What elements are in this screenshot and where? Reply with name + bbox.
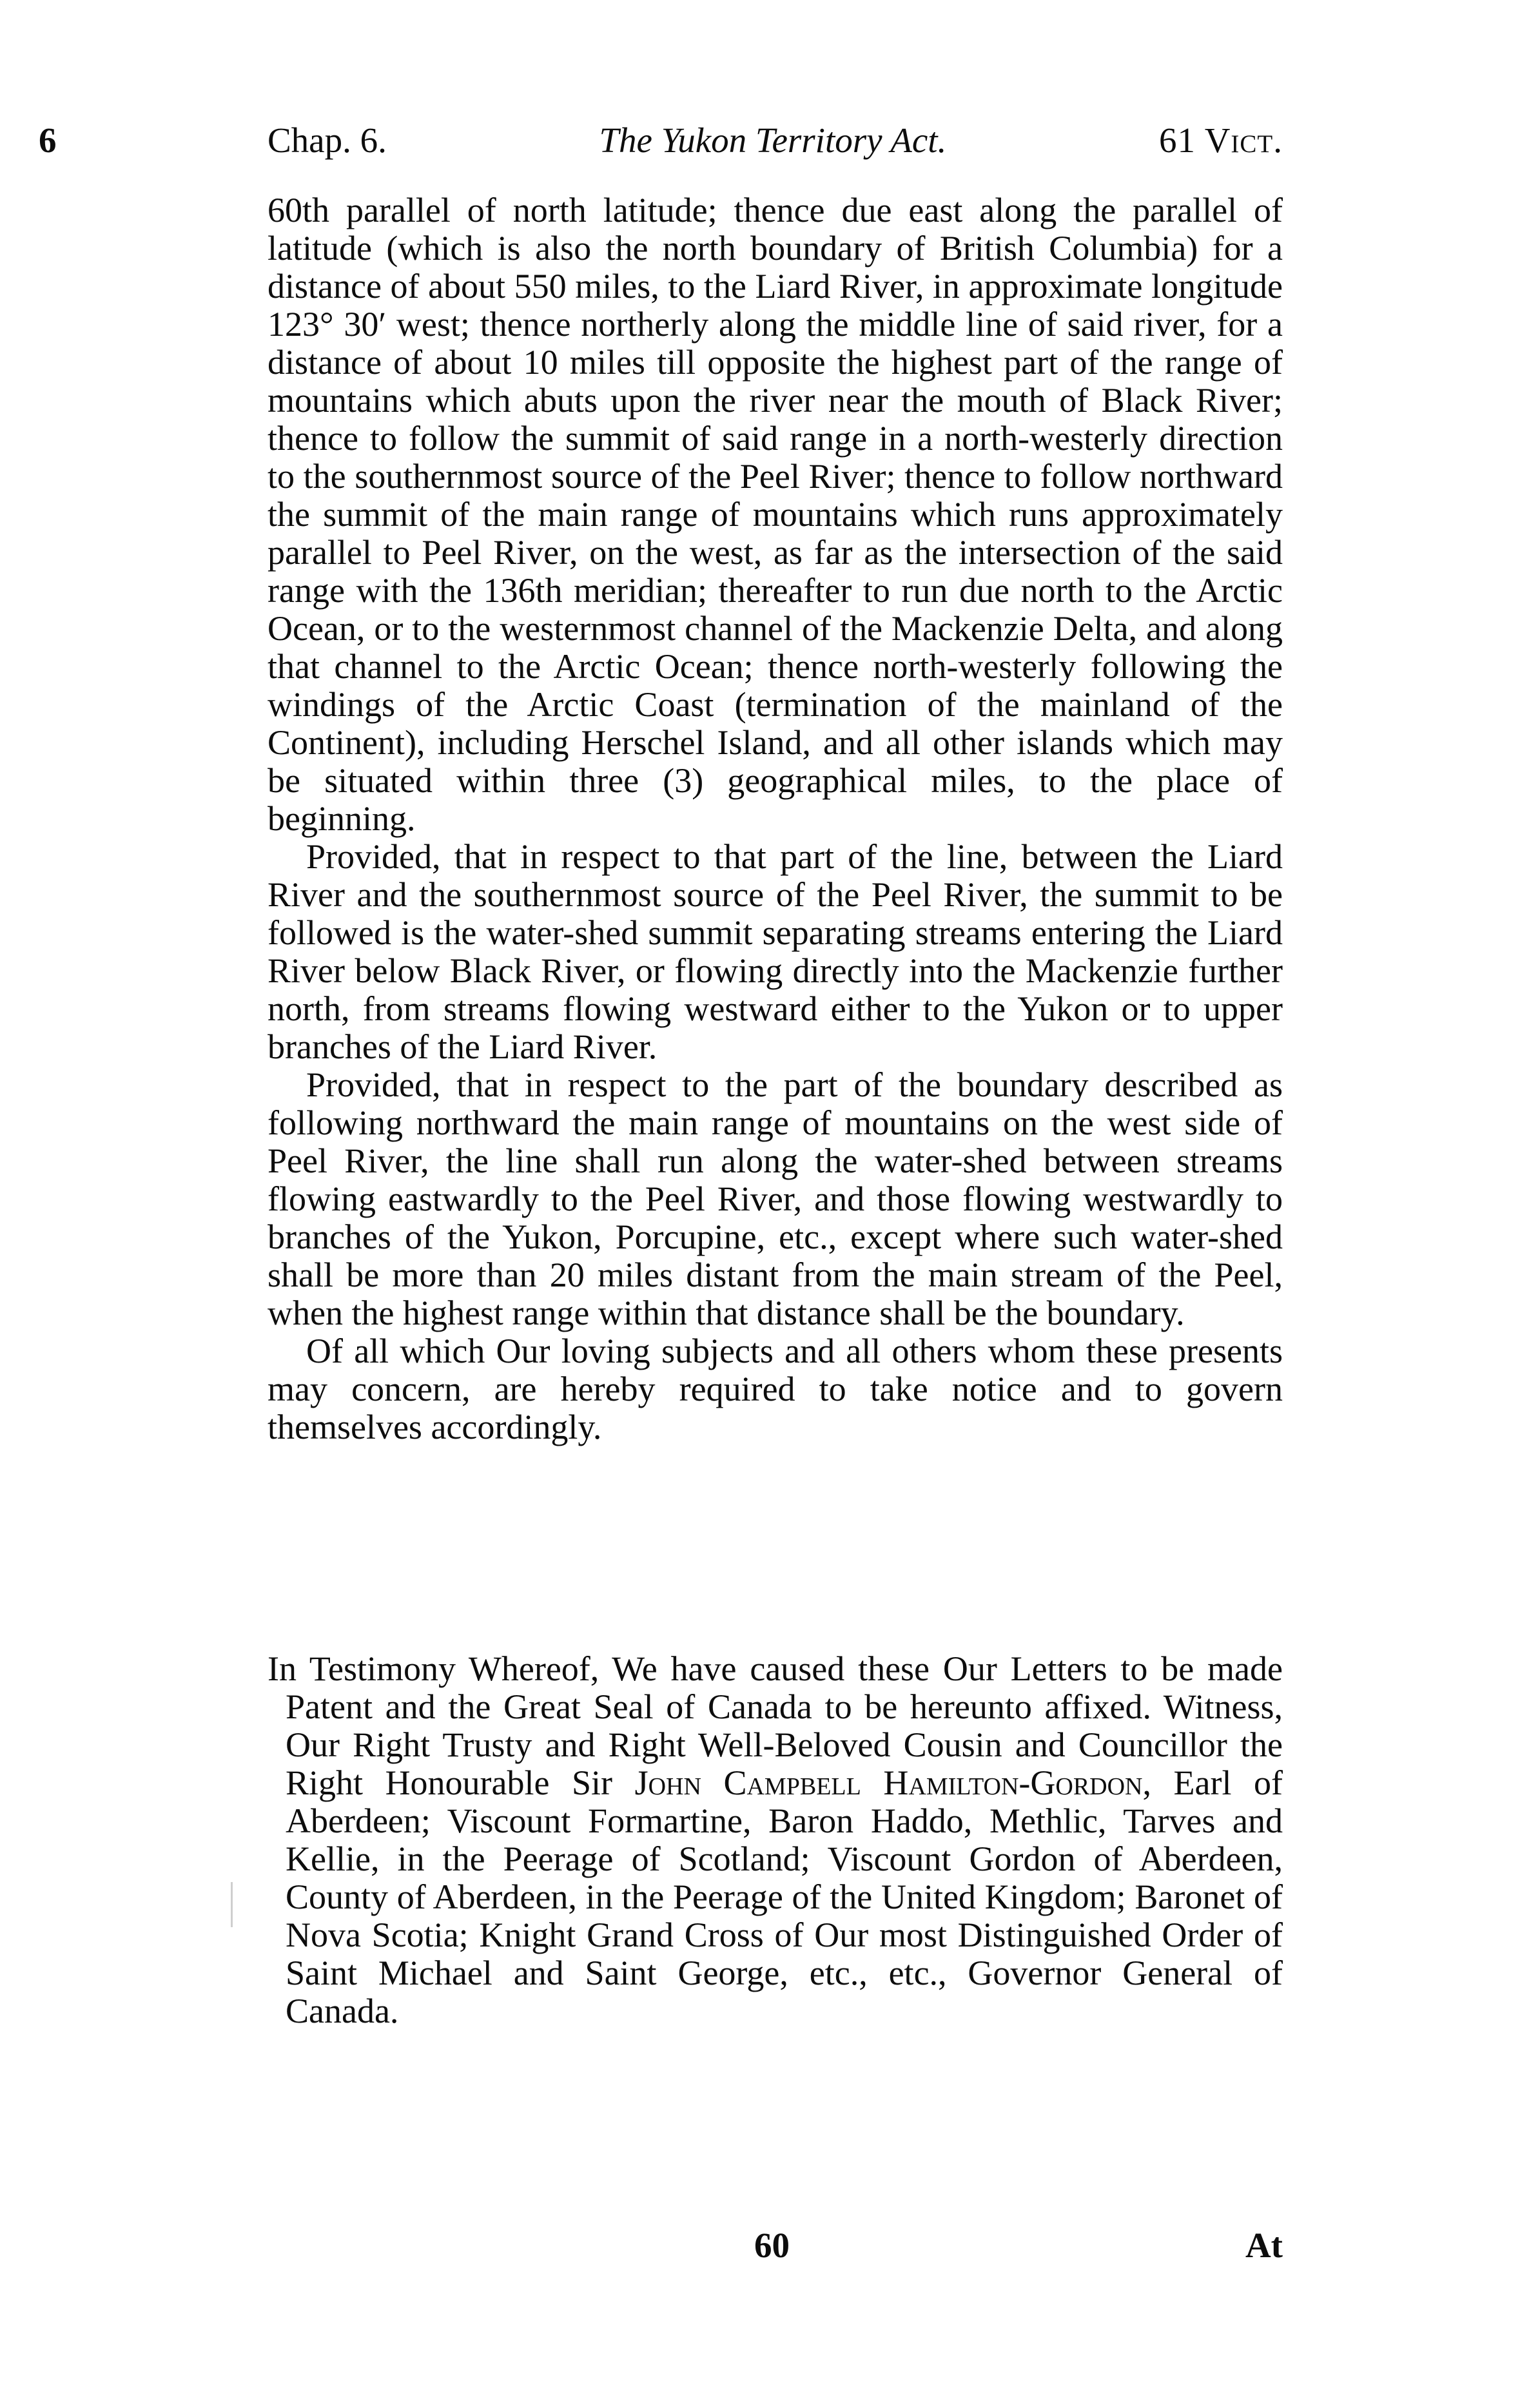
margin-mark <box>231 1882 233 1927</box>
notice-paragraph: Of all which Our loving subjects and all others whom these presents may concern, are hereby required to take notice and to govern themselves accordingly. <box>268 1332 1283 1446</box>
page-number: 6 <box>39 121 57 160</box>
catchword: At <box>1245 2226 1283 2265</box>
folio-number: 60 <box>754 2226 790 2265</box>
regnal-year: 61 Vict. <box>1158 121 1283 160</box>
testimony-paragraph <box>268 1650 1283 2030</box>
running-header <box>268 120 1283 160</box>
testimony-block <box>268 1650 1283 2030</box>
testimony-text-end: , Earl of Aberdeen; Viscount Formartine, Baron Haddo, Methlic, Tarves and Kellie, in the Peerage of Scotland; Viscount Gordon of Aberdeen, County of Aberdeen, in the Peerage of the United Kingdom; Baronet of Nova Scotia; Knight Grand Cross of Our most Distinguished Order of Saint Michael and Saint George, etc., etc., Governor General of Canada. <box>286 1763 1283 2030</box>
proviso-peel-paragraph: Provided, that in respect to the part of the boundary described as following northward the main range of mountains on the west side of Peel River, the line shall run along the water-shed between streams flowing eastwardly to the Peel River, and those flowing westwardly to branches of the Yukon, Porcupine, etc., except where such water-shed shall be more than 20 miles distant from the main stream of the Peel, when the highest range within that distance shall be the boundary. <box>268 1065 1283 1332</box>
boundary-description-paragraph: 60th parallel of north latitude; thence due east along the parallel of latitude (which is also the north boundary of British Columbia) for a distance of about 550 miles, to the Liard River, in approximate longitude 123° 30′ west; thence northerly along the middle line of said river, for a distance of about 10 miles till opposite the highest part of the range of mountains which abuts upon the river near the mouth of Black River; thence to follow the summit of said range in a north-westerly direction to the southernmost source of the Peel River; thence to follow northward the summit of the main range of mountains which runs approximately parallel to Peel River, on the west, as far as the intersection of the said range with the 136th meridian; thereafter to run due north to the Arctic Ocean, or to the westernmost channel of the Mackenzie Delta, and along that channel to the Arctic Ocean; thence north-westerly following the windings of the Arctic Coast (termination of the mainland of the Continent), including Herschel Island, and all other islands which may be situated within three (3) geographical miles, to the place of beginning. <box>268 191 1283 838</box>
testimony-text-start: In Testimony Whereof, We have caused these Our Letters to be made Patent and the Great Seal of Canada to be hereunto affixed. Witness, Our Right Trusty and Right Well-Beloved Cousin and Councillor the Right Honourable Sir <box>268 1649 1283 1802</box>
governor-name: John Campbell Hamilton-Gordon <box>634 1763 1143 1802</box>
proviso-liard-paragraph: Provided, that in respect to that part of the line, between the Liard River and the southernmost source of the Peel River, the summit to be followed is the water-shed summit separating streams entering the Liard River below Black River, or flowing directly into the Mackenzie further north, from streams flowing westward either to the Yukon or to upper branches of the Liard River. <box>268 837 1283 1066</box>
chapter-label: Chap. 6. <box>268 121 387 160</box>
act-title: The Yukon Territory Act. <box>599 121 947 160</box>
main-text <box>268 191 1283 1446</box>
